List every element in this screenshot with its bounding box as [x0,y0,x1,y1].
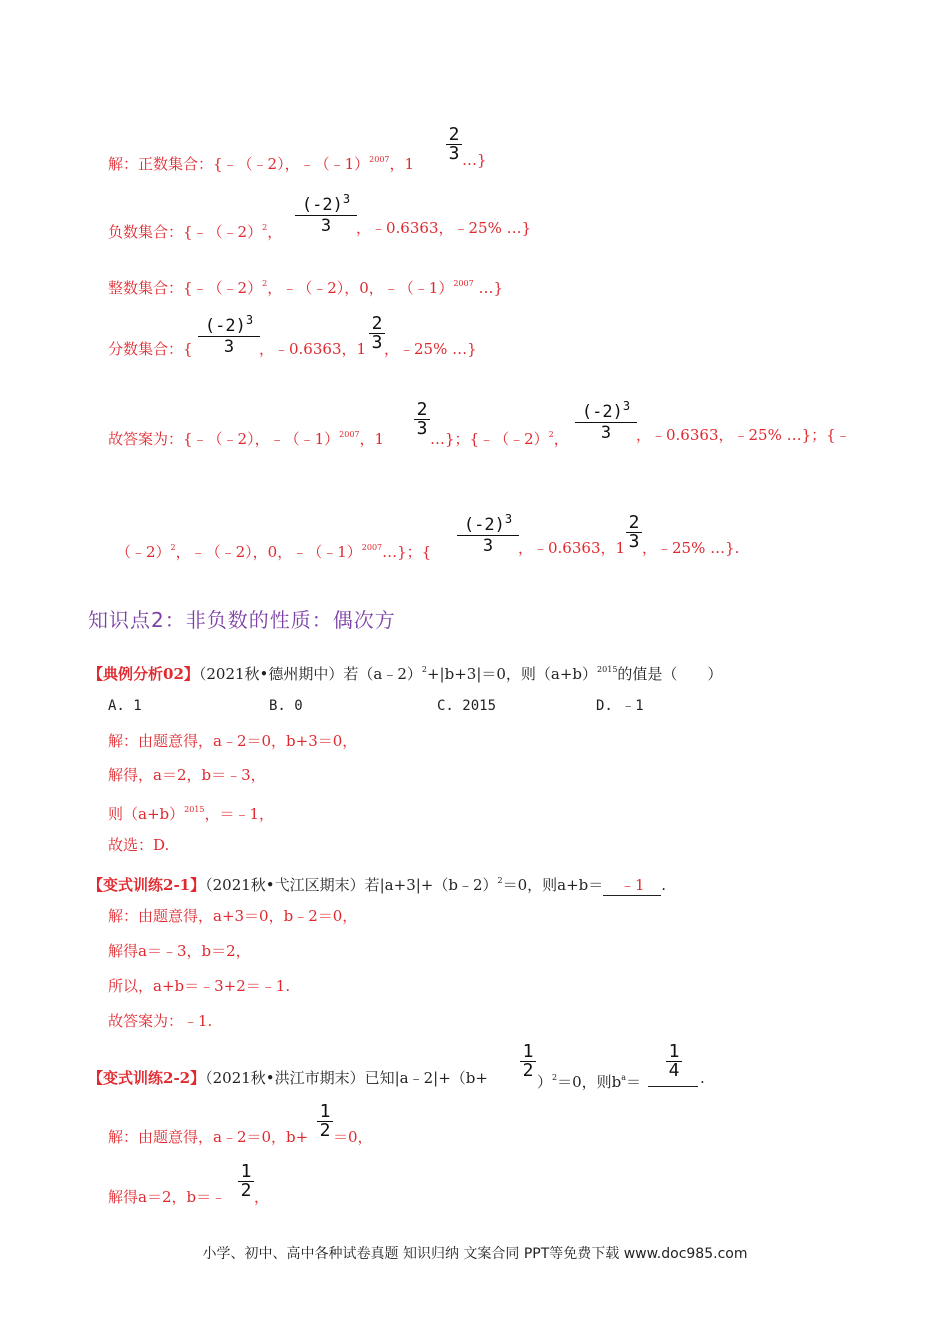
choice-c: C. 2015 [437,698,497,714]
fraction-one-half: 1 2 [317,1103,333,1140]
fraction-neg2-cubed-over-3: $(-2)^3$ 3 [295,189,357,236]
variant-1-solution-3: 所以，a+b＝﹣3+2＝﹣1. [108,977,291,995]
choice-a: A. 1 [108,698,142,714]
fraction-neg2-cubed-over-3: $(-2)^3$ 3 [575,396,637,443]
fraction-two-thirds: 2 3 [446,126,462,163]
variant-1-stem: 【变式训练2-1】（2021秋•弋江区期末）若|a+3|+（b﹣2）$^2$＝0，则a+b＝ ﹣1 . [88,876,667,894]
example-solution-3: 则$(a+b)^{2015}$，＝﹣1， [108,805,275,823]
fraction-two-thirds: 2 3 [626,514,642,551]
variant-2-solution-2-end: ， [254,1188,270,1206]
example-solution-2: 解得，a＝2，b＝﹣3， [108,766,266,784]
answer-blank: ﹣1 [603,875,661,896]
fraction-two-thirds: 2 3 [369,315,385,352]
answer-line-2-end: ，﹣25% …}. [642,539,740,557]
section-heading: 知识点2：非负数的性质：偶次方 [88,608,396,632]
fraction-one-half: 1 2 [238,1163,254,1200]
variant-1-solution-4: 故答案为：﹣1. [108,1012,213,1030]
answer-line-2: （﹣2）$^2$，﹣（﹣2），0，﹣（﹣1）$^{2007}$…}；{ [116,543,432,561]
integer-set-line: 整数集合：{﹣（﹣2）$^2$，﹣（﹣2），0，﹣（﹣1）$^{2007}$ …} [108,279,503,297]
variant-1-solution-2: 解得a＝﹣3，b＝2， [108,942,251,960]
page-footer: 小学、初中、高中各种试卷真题 知识归纳 文案合同 PPT等免费下载 www.doc985.com [202,1246,748,1262]
variant-2-stem-end: . [700,1069,705,1087]
variant-2-solution-1: 解：由题意得，a﹣2＝0，b+ [108,1128,309,1146]
answer-blank-line [648,1086,698,1087]
fraction-set-line: 分数集合：{ [108,340,193,358]
positive-set-end: …} [462,151,487,169]
fraction-set-end: ，﹣25% …} [384,340,477,358]
fraction-neg2-cubed-over-3: $(-2)^3$ 3 [198,310,260,357]
fraction-one-quarter: 1 4 [666,1043,682,1080]
variant-2-stem: 【变式训练2-2】（2021秋•洪江市期末）已知|a﹣2|+（b+ [88,1069,488,1087]
variant-2-solution-2: 解得a＝2，b＝﹣ [108,1188,227,1206]
positive-set-line: 解：正数集合：{﹣（﹣2），﹣（﹣1）$^{2007}$，1 [108,155,415,173]
example-solution-1: 解：由题意得，a﹣2＝0，b+3＝0， [108,732,358,750]
fraction-set-mid: ，﹣0.6363，1 [259,340,367,358]
variant-2-solution-1-end: ＝0， [333,1128,373,1146]
answer-line-1-tail: …}；{﹣（﹣2）$^2$， [430,430,569,448]
negative-set-end: ，﹣0.6363，﹣25% …} [356,219,532,237]
fraction-one-half: 1 2 [520,1043,536,1080]
answer-line-2-mid: ，﹣0.6363，1 [518,539,626,557]
example-solution-4: 故选：D. [108,836,170,854]
negative-set-line: 负数集合：{﹣（﹣2）$^2$， [108,223,283,241]
fraction-neg2-cubed-over-3: $(-2)^3$ 3 [457,509,519,556]
variant-1-solution-1: 解：由题意得，a+3＝0，b﹣2＝0， [108,907,358,925]
fraction-two-thirds: 2 3 [414,401,430,438]
choice-b: B. 0 [269,698,303,714]
answer-line-1: 故答案为：{﹣（﹣2），﹣（﹣1）$^{2007}$，1 [108,430,385,448]
example-stem: 【典例分析02】（2021秋•德州期中）若（a﹣2）$^2$+|b+3|＝0，则$(a+b)^{2015}$的值是（ ） [88,665,723,683]
variant-2-stem-tail: ）$^2$＝0，则$b^a=$ [537,1073,642,1091]
choice-d: D. ﹣1 [596,698,644,714]
answer-line-1-end: ，﹣0.6363，﹣25% …}；{﹣ [636,426,851,444]
